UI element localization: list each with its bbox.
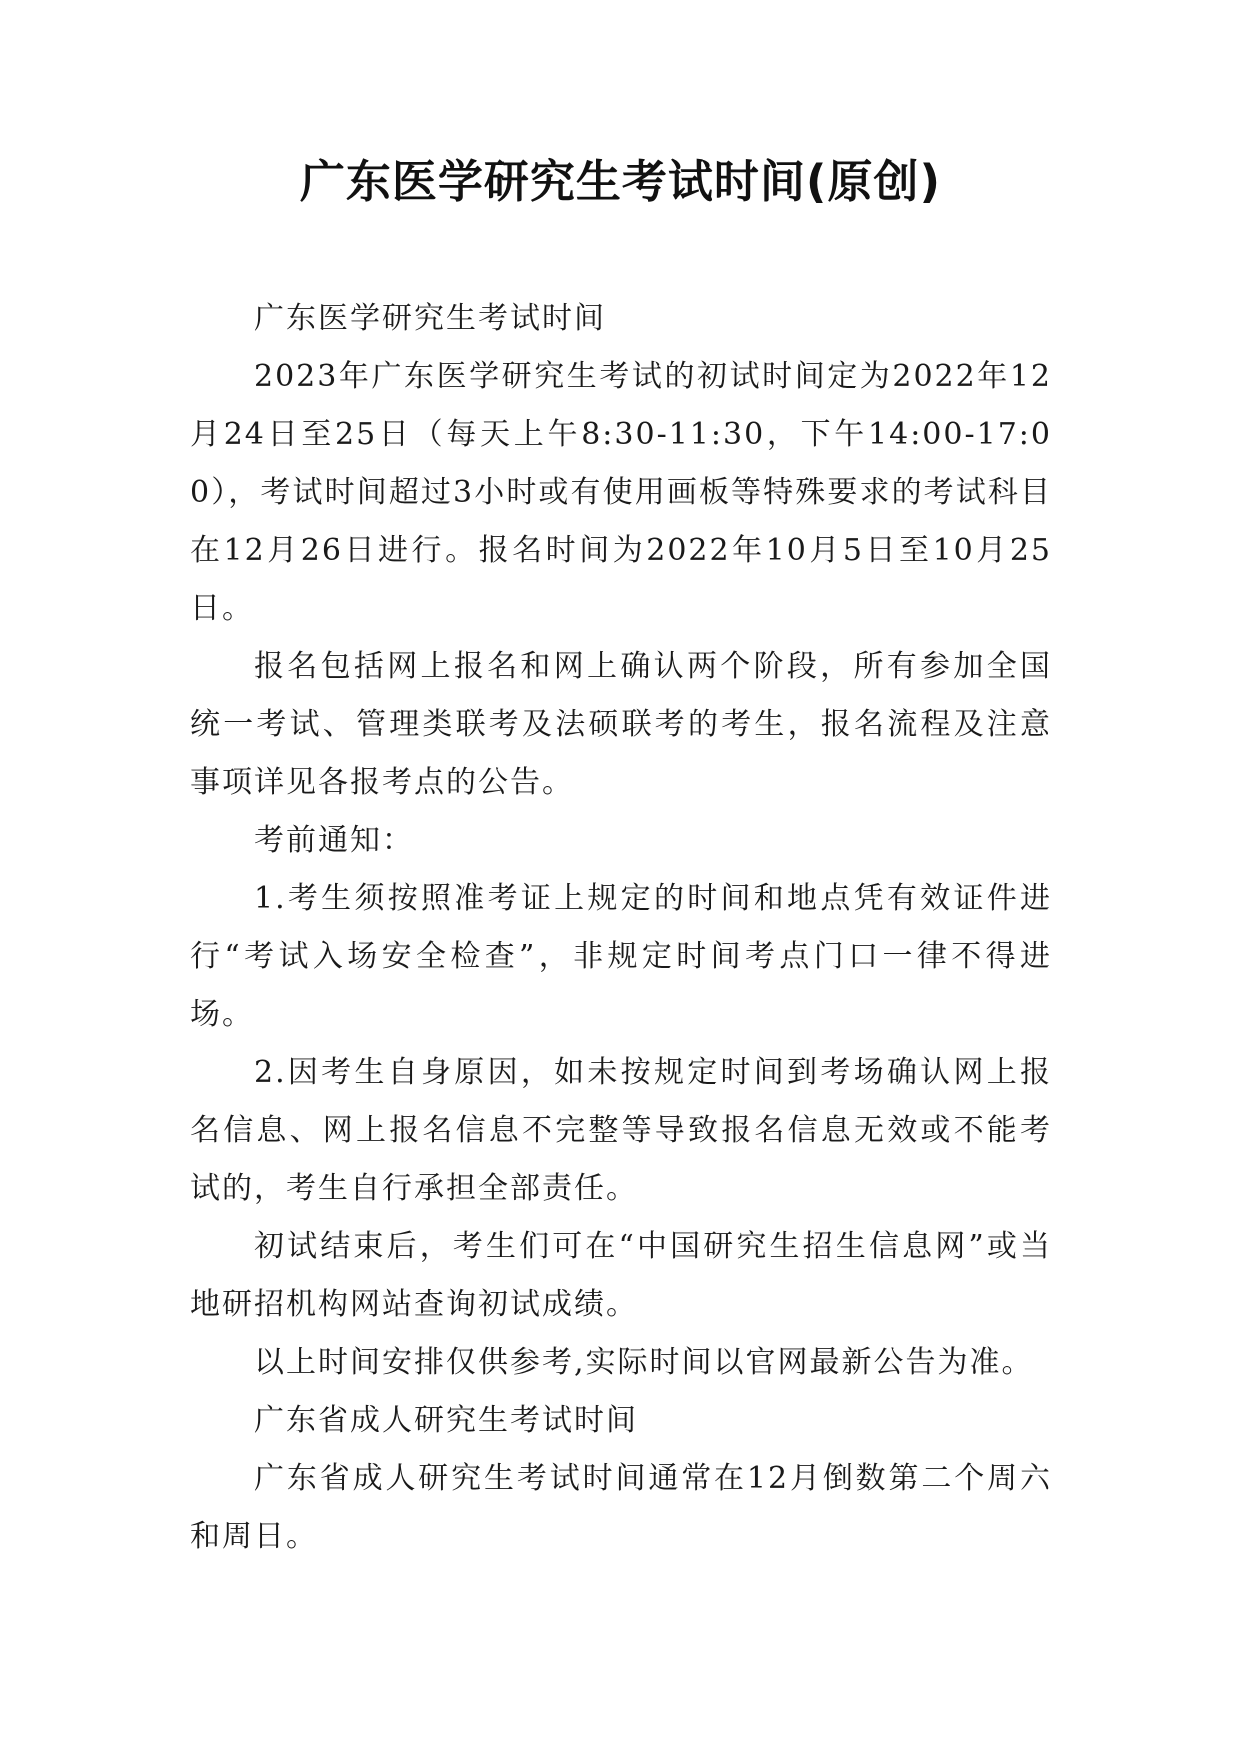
section-heading-adult-exam-time: 广东省成人研究生考试时间	[254, 1403, 638, 1438]
notice-item-1: 1.考生须按照准考证上规定的时间和地点凭有效证件进行“考试入场安全检查”，非规定时间考点门口一律不得进场。	[190, 881, 1052, 1032]
notice-item-2: 2.因考生自身原因，如未按规定时间到考场确认网上报名信息、网上报名信息不完整等导致报名信息无效或不能考试的，考生自行承担全部责任。	[190, 1055, 1052, 1206]
section-heading-pre-exam-notice: 考前通知：	[254, 823, 414, 858]
paragraph-score-query: 初试结束后，考生们可在“中国研究生招生信息网”或当地研招机构网站查询初试成绩。	[190, 1229, 1052, 1322]
paragraph-disclaimer: 以上时间安排仅供参考,实际时间以官网最新公告为准。	[254, 1345, 1034, 1380]
paragraph-adult-exam-schedule: 广东省成人研究生考试时间通常在12月倒数第二个周六和周日。	[190, 1461, 1052, 1554]
document-body	[190, 290, 1052, 1566]
paragraph-exam-schedule: 2023年广东医学研究生考试的初试时间定为2022年12月24日至25日（每天上午8:30-11:30，下午14:00-17:00），考试时间超过3小时或有使用画板等特殊要求的考试科目在12月26日进行。报名时间为2022年10月5日至10月25日。	[190, 359, 1052, 626]
document-title: 广东医学研究生考试时间(原创)	[299, 155, 942, 208]
section-heading-medical-exam-time: 广东医学研究生考试时间	[254, 301, 606, 336]
paragraph-registration: 报名包括网上报名和网上确认两个阶段，所有参加全国统一考试、管理类联考及法硕联考的考生，报名流程及注意事项详见各报考点的公告。	[190, 649, 1052, 800]
